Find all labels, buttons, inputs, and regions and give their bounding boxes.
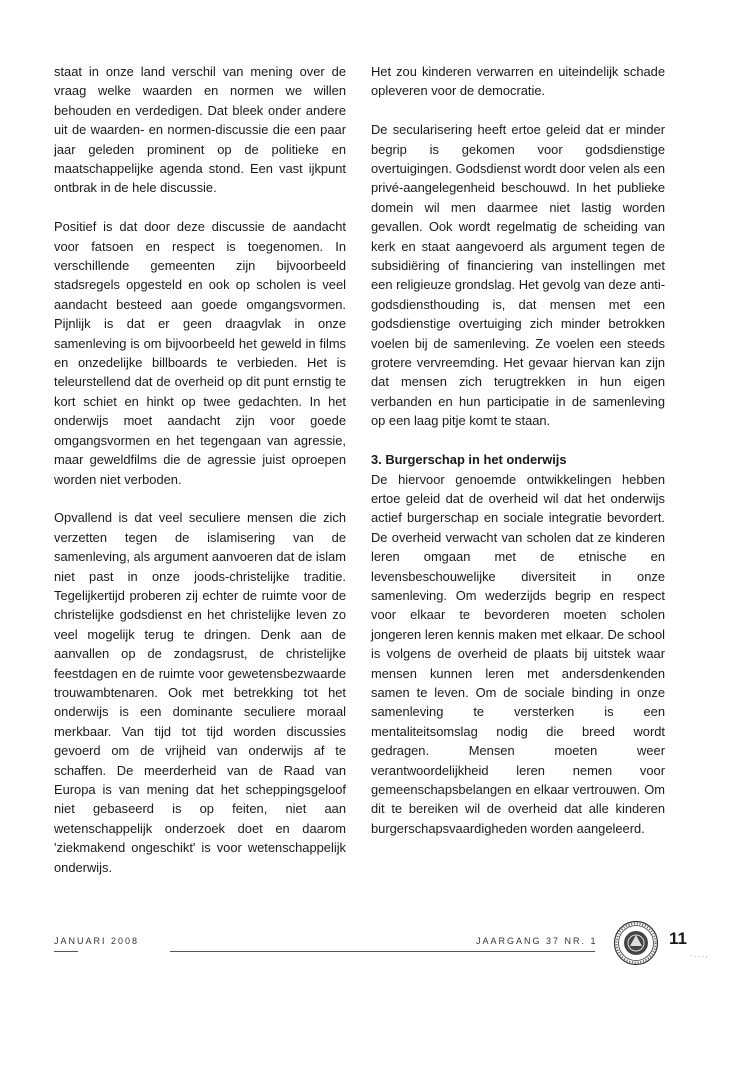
paragraph: Opvallend is dat veel seculiere mensen die zich verzetten tegen de islamisering van de samenleving, als argument aanvoeren dat de islam niet past in onze joods-christelijke traditie. Tegelijkertijd proberen zij echter de ruimte voor de christelijke godsdienst en het christelijke leven zo veel mogelijk terug te dringen. Denk aan de aanvallen op de zondagsrust, de christelijke feestdagen en de ruimte voor gewetensbezwaarde trouwambtenaren. Ook met betrekking tot het onderwijs is een dominante seculiere moraal merkbaar. Van tijd tot tijd worden discussies gevoerd om de vrijheid van onderwijs af te schaffen. De meerderheid van de Raad van Europa is van mening dat het scheppingsgeloof niet gebaseerd is op feiten, niet aan wetenschappelijk onderzoek doet en daarom 'ziekmakend ongeschikt' is voor wetenschappelijk onderwijs. — [54, 510, 346, 875]
paragraph: Positief is dat door deze discussie de aandacht voor fatsoen en respect is toegenomen. In verschillende gemeenten zijn bijvoorbeeld stadsregels opgesteld en ook op scholen is veel aandacht besteed aan goede omgangsvormen. Pijnlijk is dat er geen draagvlak in onze samenleving is om bijvoorbeeld het geweld in films en onzedelijke billboards te verbieden. Het is teleurstellend dat de overheid op dit punt ernstig te kort schiet en hinkt op twee gedachten. In het onderwijs moet aandacht zijn voor goede omgangsvormen en het tegengaan van agressie, maar geweldfilms die de agressie juist oproepen worden niet verboden. — [54, 219, 346, 487]
paragraph: Het zou kinderen verwarren en uiteindelijk schade opleveren voor de democratie. — [371, 64, 665, 99]
page-number: 11 — [669, 929, 687, 948]
paragraph: De hiervoor genoemde ontwikkelingen hebben ertoe geleid dat de overheid wil dat het onderwijs actief burgerschap en sociale integratie bevordert. De overheid verwacht van scholen dat ze kinderen leren omgaan met de etnische en levensbeschouwelijke diversiteit in onze samenleving. Om wederzijds begrip en respect voor elkaar te bevorderen moeten scholen jongeren leren kennis maken met elkaar. De school is volgens de overheid de plaats bij uitstek waar mensen kunnen leren met andersdenkenden samen te leven. Om de sociale binding in onze samenleving te versterken is een mentaliteitsomslag nodig die breed wordt gedragen. Mensen moeten weer verantwoordelijkheid leren nemen voor gemeenschapsbelangen en elkaar vertrouwen. Om dit te bereiken wil de overheid dat alle kinderen burgerschapsvaardigheden worden aangeleerd. — [371, 471, 665, 836]
right-column — [371, 62, 665, 838]
paragraph: De secularisering heeft ertoe geleid dat er minder begrip is gekomen voor godsdienstige overtuigingen. Godsdienst wordt door velen als een privé-aangelegenheid beschouwd. In het publieke domein wil men daarmee niet lastig worden gevallen. Ook wordt regelmatig de scheiding van kerk en staat aangevoerd als argument tegen de subsidiëring of financiering van instellingen met een religieuze grondslag. Het gevolg van deze anti-godsdiensthouding is, dat mensen met een godsdienstige overtuiging zich minder betrokken voelen bij de samenleving. Ze voelen een steeds grotere vervreemding. Het gevaar hiervan kan zijn dat mensen zich terugtrekken in hun eigen verbanden en hun participatie in de samenleving op een laag pitje komt te staan. — [371, 122, 665, 429]
footer-date: JANUARI 2008 — [54, 936, 140, 946]
footer-rule-left — [54, 951, 78, 952]
footer-rule-main — [170, 951, 595, 952]
section-heading: 3. Burgerschap in het onderwijs — [371, 452, 567, 468]
footer-volume: JAARGANG 37 NR. 1 — [476, 936, 598, 946]
seal-icon — [613, 920, 659, 966]
left-column — [54, 62, 346, 896]
paragraph: staat in onze land verschil van mening over de vraag welke waarden en normen we willen behouden en verdedigen. Dat bleek onder andere uit de waarden- en normen-discussie die een paar jaar geleden prominent op de politieke en maatschappelijke agenda stond. Een vast ijkpunt ontbrak in de hele discussie. — [54, 64, 346, 196]
scan-artifact: · . . . ‚ — [690, 952, 708, 959]
